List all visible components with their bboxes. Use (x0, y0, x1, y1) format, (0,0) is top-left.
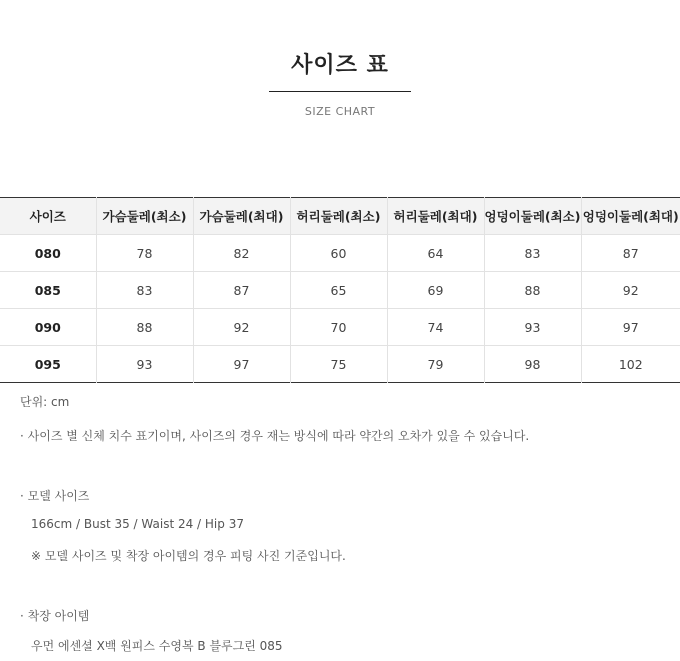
size-cell: 080 (0, 235, 96, 272)
table-cell: 93 (484, 309, 581, 346)
table-cell: 69 (387, 272, 484, 309)
table-cell: 87 (193, 272, 290, 309)
table-cell: 60 (290, 235, 387, 272)
page-subtitle: SIZE CHART (304, 105, 376, 118)
unit-note: 단위: cm (20, 395, 70, 409)
table-cell: 70 (290, 309, 387, 346)
table-cell: 92 (193, 309, 290, 346)
table-cell: 65 (290, 272, 387, 309)
table-row (0, 309, 680, 346)
table-cell: 83 (96, 272, 193, 309)
header (0, 48, 680, 118)
column-header-waist-max: 허리둘레(최대) (387, 198, 484, 235)
table-cell: 74 (387, 309, 484, 346)
size-chart-table (0, 197, 680, 383)
column-header-chest-min: 가슴둘레(최소) (96, 198, 193, 235)
table-cell: 83 (484, 235, 581, 272)
table-row (0, 235, 680, 272)
measurement-disclaimer: · 사이즈 별 신체 치수 표기이며, 사이즈의 경우 재는 방식에 따라 약간의 오차가 있을 수 있습니다. (20, 429, 530, 443)
table-cell: 78 (96, 235, 193, 272)
model-size-note: ※ 모델 사이즈 및 착장 아이템의 경우 피팅 사진 기준입니다. (31, 549, 346, 563)
column-header-hip-max: 엉덩이둘레(최대) (581, 198, 680, 235)
table-cell: 82 (193, 235, 290, 272)
size-cell: 085 (0, 272, 96, 309)
table-header-row (0, 198, 680, 235)
title-underline (269, 91, 411, 92)
table-row (0, 346, 680, 383)
size-cell: 090 (0, 309, 96, 346)
model-size-value: 166cm / Bust 35 / Waist 24 / Hip 37 (31, 517, 244, 531)
table-cell: 88 (96, 309, 193, 346)
column-header-chest-max: 가슴둘레(최대) (193, 198, 290, 235)
size-cell: 095 (0, 346, 96, 383)
page-title: 사이즈 표 (291, 53, 389, 78)
table-cell: 98 (484, 346, 581, 383)
column-header-size: 사이즈 (0, 198, 96, 235)
column-header-hip-min: 엉덩이둘레(최소) (484, 198, 581, 235)
model-size-heading: · 모델 사이즈 (20, 489, 90, 503)
column-header-waist-min: 허리둘레(최소) (290, 198, 387, 235)
table-cell: 92 (581, 272, 680, 309)
worn-item-name: 우먼 에센셜 X백 원피스 수영복 B 블루그린 085 (31, 639, 283, 653)
table-cell: 64 (387, 235, 484, 272)
table-cell: 87 (581, 235, 680, 272)
table-cell: 97 (581, 309, 680, 346)
table-cell: 79 (387, 346, 484, 383)
table-row (0, 272, 680, 309)
table-cell: 102 (618, 356, 643, 372)
table-cell: 93 (96, 346, 193, 383)
table-cell: 75 (290, 346, 387, 383)
table-cell: 97 (193, 346, 290, 383)
worn-item-heading: · 착장 아이템 (20, 609, 90, 623)
table-cell: 88 (484, 272, 581, 309)
